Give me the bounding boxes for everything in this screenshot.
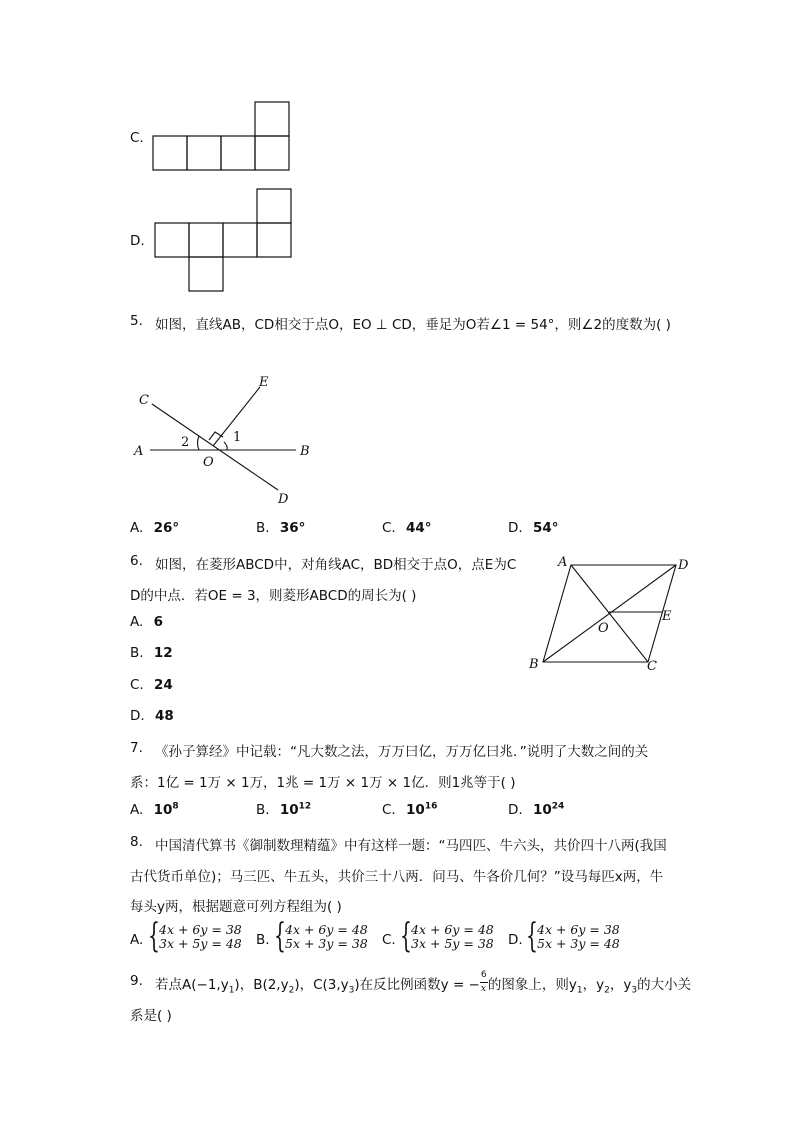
q5-option-c-value: 44° bbox=[406, 520, 432, 536]
label-a: A bbox=[558, 555, 568, 570]
label-e: E bbox=[662, 609, 672, 624]
q7-option-d[interactable] bbox=[508, 802, 564, 818]
q8-option-d-brace: { bbox=[526, 916, 538, 956]
q7-option-b[interactable] bbox=[256, 802, 311, 818]
q7-option-a-value: $10^8$ bbox=[153, 801, 179, 818]
label-d: D bbox=[278, 492, 289, 507]
q7-option-d-label: D. bbox=[508, 802, 523, 818]
q8-option-c-system[interactable] bbox=[411, 923, 494, 951]
q8-option-b-label[interactable]: B. bbox=[256, 932, 270, 948]
label-d: D bbox=[678, 558, 689, 573]
q7-option-b-label: B. bbox=[256, 802, 270, 818]
q9-fraction: $\frac{6}{x}$ bbox=[480, 970, 487, 994]
label-angle-1: 1 bbox=[233, 430, 242, 445]
q6-option-d-label: D. bbox=[130, 708, 145, 724]
label-c: C bbox=[647, 659, 657, 674]
q7-stem-line2: 系：1亿 = 1万 × 1万，1兆 = 1万 × 1万 × 1亿．则1兆等于( ) bbox=[130, 775, 516, 791]
q8-option-b-eq1: 4x + 6y = 48 bbox=[285, 922, 368, 937]
q6-option-a[interactable] bbox=[130, 614, 163, 630]
label-o: O bbox=[598, 621, 609, 636]
q5-stem: 如图，直线AB，CD相交于点O，EO ⊥ CD，垂足为O若∠1 = 54°，则∠2的度数为( ) bbox=[155, 317, 671, 333]
q6-option-a-label: A. bbox=[130, 614, 144, 630]
diagonal-bd bbox=[543, 565, 676, 662]
q4-option-d-label[interactable]: D. bbox=[130, 233, 145, 249]
q9-stem-line1: 若点$A(-1,y_1)$，$B(2,y_2)$，$C(3,y_3)$在反比例函数y = − $\frac{6}{x}$ 的图象上，则$y_1$，$y_2$，$y_3$的大小关 bbox=[155, 970, 692, 996]
q5-option-d-value: 54° bbox=[532, 520, 559, 536]
q6-option-d-value: 48 bbox=[154, 708, 174, 724]
q8-option-a-system[interactable] bbox=[159, 923, 242, 951]
label-e: E bbox=[259, 375, 269, 390]
q8-option-b-brace: { bbox=[274, 916, 286, 956]
label-o: O bbox=[203, 455, 214, 470]
q6-option-b-label: B. bbox=[130, 645, 144, 661]
q6-option-c-value: 24 bbox=[154, 677, 173, 693]
q8-stem-line1: 中国清代算书《御制数理精蕴》中有这样一题：“马四匹、牛六头，共价四十八两(我国 bbox=[155, 838, 667, 854]
q8-option-a-eq2: 3x + 5y = 48 bbox=[159, 936, 242, 951]
q6-option-c-label: C. bbox=[130, 677, 144, 693]
q5-option-b-value: 36° bbox=[279, 520, 306, 536]
label-angle-2: 2 bbox=[181, 435, 190, 450]
q5-option-a-label: A. bbox=[130, 520, 144, 536]
q7-number: 7. bbox=[130, 740, 143, 756]
q8-option-c-eq1: 4x + 6y = 48 bbox=[411, 922, 494, 937]
q6-stem-line1: 如图，在菱形ABCD中，对角线AC，BD相交于点O，点E为C bbox=[155, 557, 517, 573]
q7-option-d-value: $10^{24}$ bbox=[532, 801, 565, 818]
q7-option-a-label: A. bbox=[130, 802, 144, 818]
q8-option-c-eq2: 3x + 5y = 38 bbox=[411, 936, 494, 951]
q6-option-d[interactable] bbox=[130, 708, 174, 724]
label-a: A bbox=[134, 444, 144, 459]
q7-stem-line1: 《孙子算经》中记载：“凡大数之法，万万曰亿，万万亿曰兆．”说明了大数之间的关 bbox=[155, 744, 649, 760]
q5-option-b-label: B. bbox=[256, 520, 270, 536]
q8-option-a-label[interactable]: A. bbox=[130, 932, 144, 948]
q6-stem-line2: D的中点．若OE = 3，则菱形ABCD的周长为( ) bbox=[130, 588, 417, 604]
q7-option-c-value: $10^{16}$ bbox=[406, 801, 438, 818]
q8-stem-line2: 古代货币单位)；马三匹、牛五头，共价三十八两．问马、牛各价几何？”设马每匹x两，牛 bbox=[130, 869, 664, 885]
q8-stem-line3: 每头y两，根据题意可列方程组为( ) bbox=[130, 899, 342, 915]
q8-option-c-brace: { bbox=[400, 916, 412, 956]
q8-option-d-label[interactable]: D. bbox=[508, 932, 523, 948]
label-c: C bbox=[139, 393, 149, 408]
q9-stem-line2: 系是( ) bbox=[130, 1008, 172, 1024]
q5-option-c-label: C. bbox=[382, 520, 396, 536]
q8-option-d-eq1: 4x + 6y = 38 bbox=[537, 922, 620, 937]
q8-option-c-label[interactable]: C. bbox=[382, 932, 396, 948]
q8-option-b-system[interactable] bbox=[285, 923, 368, 951]
q8-option-b-eq2: 5x + 3y = 38 bbox=[285, 936, 368, 951]
q8-option-a-brace: { bbox=[148, 916, 160, 956]
q7-option-c-label: C. bbox=[382, 802, 396, 818]
label-b: B bbox=[529, 657, 539, 672]
q5-option-d-label: D. bbox=[508, 520, 523, 536]
q5-number: 5. bbox=[130, 313, 143, 329]
q9-number: 9. bbox=[130, 973, 143, 989]
q5-option-a-value: 26° bbox=[153, 520, 180, 536]
q7-option-b-value: $10^{12}$ bbox=[279, 801, 312, 818]
q6-option-b-value: 12 bbox=[153, 645, 173, 661]
label-b: B bbox=[300, 444, 310, 459]
q8-option-a-eq1: 4x + 6y = 38 bbox=[159, 922, 242, 937]
q6-number: 6. bbox=[130, 553, 143, 569]
q7-option-a[interactable] bbox=[130, 802, 179, 818]
q8-option-d-eq2: 5x + 3y = 48 bbox=[537, 936, 620, 951]
q6-option-b[interactable] bbox=[130, 645, 173, 661]
q6-option-c[interactable] bbox=[130, 677, 173, 693]
q8-number: 8. bbox=[130, 834, 143, 850]
q8-option-d-system[interactable] bbox=[537, 923, 620, 951]
q6-option-a-value: 6 bbox=[153, 614, 163, 630]
q4-option-c-label[interactable]: C. bbox=[130, 130, 144, 146]
q7-option-c[interactable] bbox=[382, 802, 437, 818]
